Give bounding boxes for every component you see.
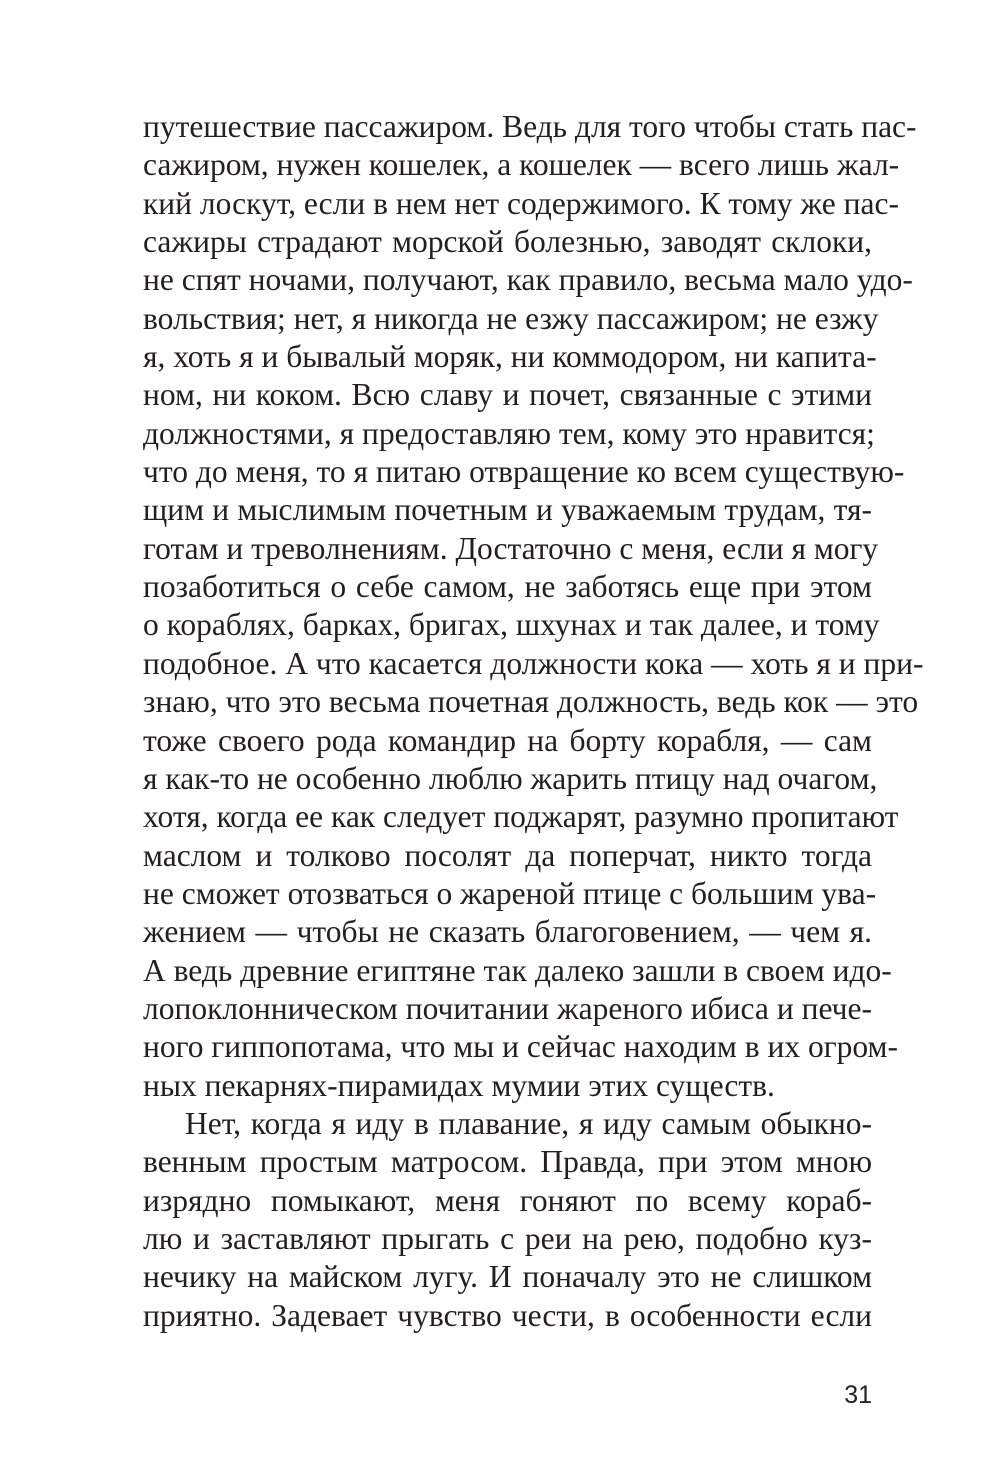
paragraph-1 xyxy=(143,108,924,1105)
text-line: подобное. А что касается должности кока — хоть я и при- xyxy=(143,645,924,681)
text-line: лопоклонническом почитании жареного ибиса и пече- xyxy=(143,990,872,1026)
text-line: знаю, что это весьма почетная должность, ведь кок — это xyxy=(143,684,919,720)
text-line: сажиром, нужен кошелек, а кошелек — всего лишь жал- xyxy=(143,147,900,183)
text-line: маслом и толково посолят да поперчат, никто тогда xyxy=(143,837,872,873)
text-line: сажиры страдают морской болезнью, заводят склоки, xyxy=(143,224,872,260)
text-line: жением — чтобы не сказать благоговением, — чем я. xyxy=(143,914,872,950)
text-line: путешествие пассажиром. Ведь для того чтобы стать пас- xyxy=(143,109,917,144)
text-line: о кораблях, барках, бригах, шхунах и так далее, и тому xyxy=(143,607,880,643)
text-line: Нет, когда я иду в плавание, я иду самым обыкно- xyxy=(185,1105,872,1141)
text-line: не сможет отозваться о жареной птице с большим ува- xyxy=(143,875,877,911)
text-line: кий лоскут, если в нем нет содержимого. К тому же пас- xyxy=(143,185,899,221)
page-number: 31 xyxy=(844,1381,872,1409)
text-line: лю и заставляют прыгать с реи на рею, подобно куз- xyxy=(143,1220,872,1256)
text-line: я, хоть я и бывалый моряк, ни коммодором, ни капита- xyxy=(143,339,877,375)
text-line: изрядно помыкают, меня гоняют по всему кораб- xyxy=(143,1182,872,1218)
text-line: приятно. Задевает чувство чести, в особенности если xyxy=(143,1297,872,1333)
text-line: нечику на майском лугу. И поначалу это не слишком xyxy=(143,1259,872,1295)
text-line: тоже своего рода командир на борту корабля, — сам xyxy=(143,722,872,758)
text-line: ного гиппопотама, что мы и сейчас находим в их огром- xyxy=(143,1029,898,1065)
text-line: должностями, я предоставляю тем, кому это нравится; xyxy=(143,415,875,451)
text-line: ных пекарнях-пирамидах мумии этих существ. xyxy=(143,1067,775,1103)
text-line: хотя, когда ее как следует поджарят, разумно пропитают xyxy=(143,799,899,835)
text-line: щим и мыслимым почетным и уважаемым трудам, тя- xyxy=(143,492,872,528)
paragraph-2 xyxy=(143,1105,872,1335)
text-line: не спят ночами, получают, как правило, весьма мало удо- xyxy=(143,262,913,298)
text-line: венным простым матросом. Правда, при этом мною xyxy=(143,1144,872,1180)
text-line: А ведь древние египтяне так далеко зашли в своем идо- xyxy=(143,952,892,988)
text-line: я как-то не особенно люблю жарить птицу над очагом, xyxy=(143,760,878,796)
body-text xyxy=(143,108,924,1335)
text-line: позаботиться о себе самом, не заботясь еще при этом xyxy=(143,569,872,605)
text-line: вольствия; нет, я никогда не езжу пассажиром; не езжу xyxy=(143,300,879,336)
text-line: готам и треволнениям. Достаточно с меня, если я могу xyxy=(143,530,879,566)
text-line: что до меня, то я питаю отвращение ко всем существую- xyxy=(143,454,905,490)
text-line: ном, ни коком. Всю славу и почет, связанные с этими xyxy=(143,377,872,413)
